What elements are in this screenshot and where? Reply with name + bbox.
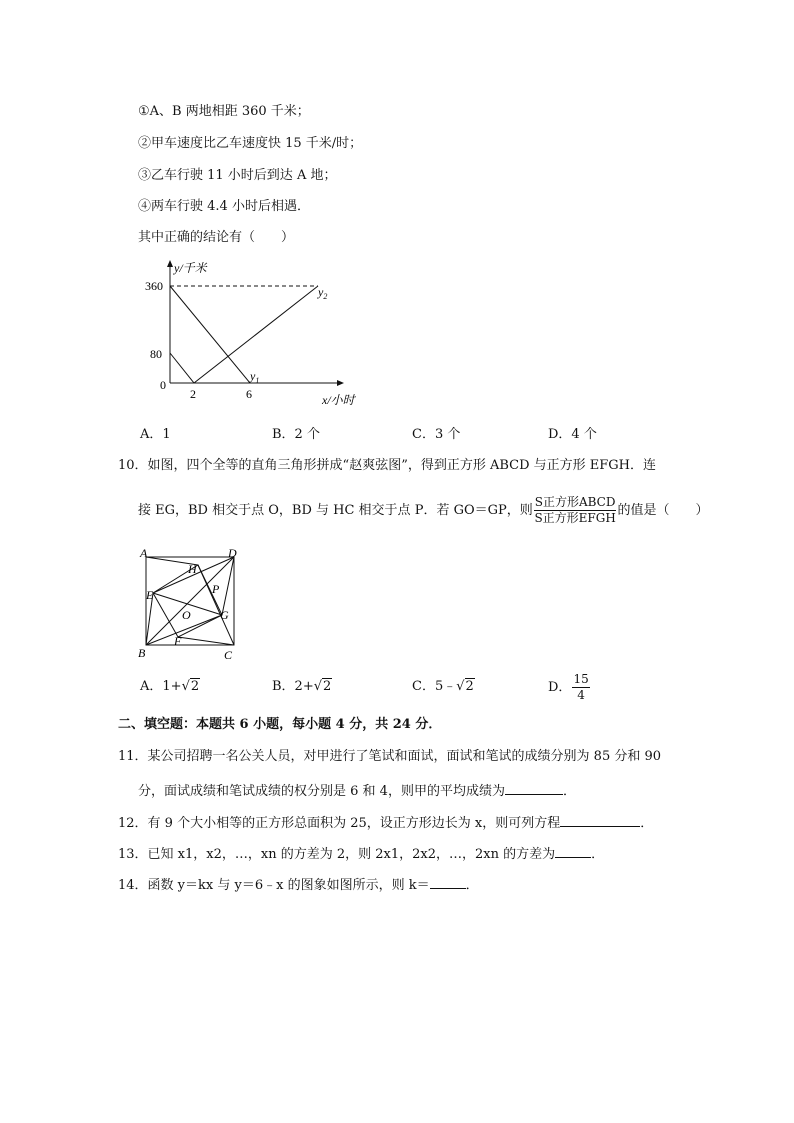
q10-line-1 <box>118 457 656 475</box>
q10-option-c-prefix: C．5﹣ <box>412 679 457 694</box>
q10-text-2-post: 的值是（ ） <box>617 503 709 518</box>
q10-option-d[interactable] <box>548 672 591 703</box>
label-y2: $y_2$ <box>318 285 328 301</box>
q9-prompt: 其中正确的结论有（ ） <box>138 230 295 245</box>
q13-answer-blank[interactable] <box>555 843 591 858</box>
q10-option-b[interactable] <box>272 678 332 696</box>
q14-text: 14．函数 y＝kx 与 y＝6﹣x 的图象如图所示，则 k＝ <box>118 878 430 893</box>
x-axis-arrow <box>337 380 344 386</box>
label-p: P <box>212 582 220 596</box>
q10-frac-num: S正方形ABCD <box>534 495 616 509</box>
q10-figure <box>136 545 246 663</box>
q9-statement-2: ②甲车速度比乙车速度快 15 千米/时； <box>138 136 363 151</box>
q10-option-d-prefix: D． <box>548 680 572 695</box>
q10-option-d-num: 15 <box>573 672 589 686</box>
q10-option-b-prefix: B．2+ <box>272 679 314 694</box>
label-g: G <box>220 608 229 622</box>
q9-option-c[interactable]: C．3 个 <box>412 427 461 442</box>
q10-frac-den: S正方形EFGH <box>534 511 616 525</box>
y-tick-360: 360 <box>145 279 163 293</box>
q13-text: 13．已知 x1，x2，…，xn 的方差为 2，则 2x1，2x2，…，2xn 的方差为 <box>118 847 556 862</box>
line-y2 <box>194 286 318 383</box>
label-o: O <box>182 608 191 622</box>
x-tick-2: 2 <box>190 387 196 401</box>
line-h-c <box>198 565 234 645</box>
y-tick-80: 80 <box>150 347 162 361</box>
q9-statement-1: ①A、B 两地相距 360 千米； <box>138 104 310 119</box>
q10-option-b-radicand: 2 <box>323 679 332 694</box>
q11-answer-blank[interactable] <box>505 780 563 795</box>
q10-option-c-radicand: 2 <box>465 679 474 694</box>
q10-option-a-radicand: 2 <box>190 679 200 694</box>
line-start-segment <box>170 353 194 383</box>
line-d-g <box>222 557 234 615</box>
q10-line-2 <box>138 494 709 528</box>
q14-line <box>118 874 479 895</box>
label-b: B <box>138 646 146 660</box>
q13-end: ． <box>591 847 605 862</box>
sqrt-sign: √ <box>456 679 465 694</box>
q9-option-a[interactable]: A．1 <box>140 427 171 442</box>
q10-number: 10． <box>118 458 148 473</box>
q12-end: ． <box>640 816 654 831</box>
q12-line <box>118 812 653 833</box>
q11-text: 分，面试成绩和笔试成绩的权分别是 6 和 4，则甲的平均成绩为 <box>138 784 505 799</box>
q9-statement-4: ④两车行驶 4.4 小时后相遇． <box>138 199 310 214</box>
q9-option-b[interactable]: B．2 个 <box>272 427 320 442</box>
q9-option-d[interactable]: D．4 个 <box>548 427 597 442</box>
q10-option-c[interactable] <box>412 678 475 696</box>
q10-text-2-pre: 接 EG，BD 相交于点 O，BD 与 HC 相交于点 P．若 GO＝GP，则 <box>138 503 533 518</box>
q10-area-ratio <box>534 495 617 526</box>
q10-text-1: 如图，四个全等的直角三角形拼成“赵爽弦图”，得到正方形 ABCD 与正方形 EFGH．连 <box>147 458 657 473</box>
y-axis-label: y/千米 <box>174 261 207 275</box>
y-axis-arrow <box>167 260 173 267</box>
label-h: H <box>188 562 197 576</box>
section-2-heading: 二、填空题：本题共 6 小题，每小题 4 分，共 24 分． <box>118 717 442 732</box>
label-c: C <box>224 648 233 662</box>
sqrt-sign: √ <box>313 679 323 694</box>
q11-end: ． <box>562 784 576 799</box>
label-d: D <box>228 546 237 560</box>
q10-option-d-fraction <box>572 672 589 703</box>
label-f: F <box>174 634 182 648</box>
label-e: E <box>146 588 154 602</box>
line-c-f <box>178 637 234 645</box>
q12-answer-blank[interactable] <box>560 812 640 827</box>
q10-option-d-den: 4 <box>577 688 585 702</box>
label-a: A <box>140 546 148 560</box>
q11-line-1: 11．某公司招聘一名公关人员，对甲进行了笔试和面试，面试和笔试的成绩分别为 85 分和 90 <box>118 749 662 764</box>
label-y1: $y_1$ <box>250 369 260 385</box>
q11-line-2 <box>138 780 576 801</box>
q10-option-a-prefix: A．1+ <box>140 679 182 694</box>
q14-end: ． <box>465 878 479 893</box>
q9-statement-3: ③乙车行驶 11 小时后到达 A 地； <box>138 168 337 183</box>
q9-graph <box>140 258 370 413</box>
y-tick-0: 0 <box>160 378 166 392</box>
x-axis-label: x/小时 <box>322 393 355 407</box>
q12-text: 12．有 9 个大小相等的正方形总面积为 25，设正方形边长为 x，则可列方程 <box>118 816 561 831</box>
sqrt-sign: √ <box>181 679 190 694</box>
q14-answer-blank[interactable] <box>430 874 466 889</box>
q10-option-a[interactable] <box>140 678 200 696</box>
q13-line <box>118 843 604 864</box>
x-tick-6: 6 <box>246 387 252 401</box>
